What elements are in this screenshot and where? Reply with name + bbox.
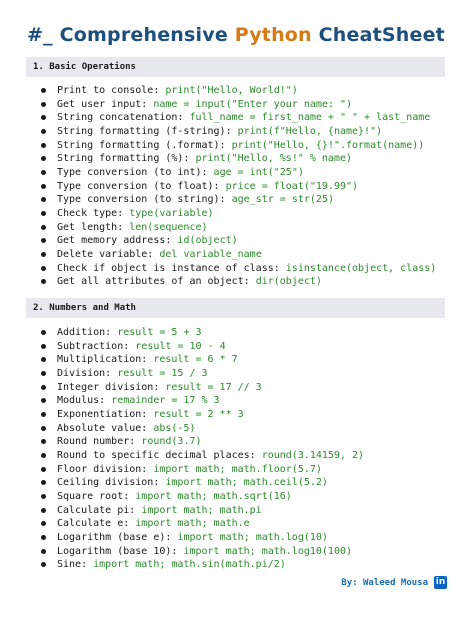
- item-label: Get memory address:: [57, 235, 178, 247]
- list-item: [41, 125, 436, 139]
- bullet-icon: [41, 225, 46, 230]
- item-code: result = 15 / 3: [117, 367, 208, 379]
- item-label: Check type:: [57, 207, 130, 219]
- list-item: [41, 490, 364, 504]
- bullet-icon: [41, 494, 46, 499]
- title-prefix: #_ Comprehensive: [27, 24, 235, 46]
- item-code: full_name = first_name + " " + last_name: [189, 112, 431, 124]
- bullet-icon: [41, 156, 46, 161]
- list-item: [41, 422, 364, 436]
- item-label: Round to specific decimal places:: [57, 449, 262, 461]
- bullet-icon: [41, 211, 46, 216]
- list-item: [41, 449, 364, 463]
- item-label: Division:: [57, 367, 118, 379]
- item-code: price = float("19.99"): [225, 180, 359, 192]
- item-label: Round number:: [57, 436, 142, 448]
- item-code: remainder = 17 % 3: [111, 395, 220, 407]
- bullet-icon: [41, 184, 46, 189]
- item-label: Calculate pi:: [57, 504, 142, 516]
- bullet-icon: [41, 562, 46, 567]
- item-code: import math; math.ceil(5.2): [165, 477, 328, 489]
- item-code: id(object): [177, 235, 238, 247]
- list-item: [41, 435, 364, 449]
- bullet-icon: [41, 197, 46, 202]
- item-code: import math; math.sqrt(16): [135, 490, 292, 502]
- item-code: dir(object): [255, 276, 322, 288]
- linkedin-icon[interactable]: in: [435, 577, 446, 587]
- item-code: result = 10 - 4: [135, 340, 226, 352]
- basic-operations-list: [41, 84, 436, 289]
- list-item: [41, 248, 436, 262]
- list-item: [41, 531, 364, 545]
- list-item: [41, 234, 436, 248]
- list-item: [41, 221, 436, 235]
- list-item: [41, 504, 364, 518]
- bullet-icon: [41, 102, 46, 107]
- bullet-icon: [41, 252, 46, 257]
- item-label: Floor division:: [57, 463, 154, 475]
- list-item: [41, 139, 436, 153]
- item-code: result = 6 * 7: [153, 354, 238, 366]
- item-code: import math; math.e: [135, 518, 250, 530]
- bullet-icon: [41, 357, 46, 362]
- item-label: Ceiling division:: [57, 477, 166, 489]
- bullet-icon: [41, 508, 46, 513]
- item-code: isinstance(object, class): [285, 262, 437, 274]
- bullet-icon: [41, 549, 46, 554]
- title-accent: Python: [234, 24, 312, 46]
- list-item: [41, 326, 364, 340]
- list-item: [41, 394, 364, 408]
- item-label: String concatenation:: [57, 112, 190, 124]
- bullet-icon: [41, 330, 46, 335]
- footer: [341, 576, 447, 589]
- item-code: type(variable): [129, 207, 214, 219]
- item-label: String formatting (%):: [57, 153, 196, 165]
- list-item: [41, 558, 364, 572]
- item-label: Type conversion (to float):: [57, 180, 226, 192]
- bullet-icon: [41, 344, 46, 349]
- item-code: age_str = str(25): [231, 194, 334, 206]
- list-item: [41, 166, 436, 180]
- item-label: Get length:: [57, 221, 130, 233]
- bullet-icon: [41, 143, 46, 148]
- item-code: print("Hello, %s!" % name): [195, 153, 353, 165]
- item-label: Modulus:: [57, 395, 112, 407]
- list-item: [41, 207, 436, 221]
- bullet-icon: [41, 480, 46, 485]
- list-item: [41, 152, 436, 166]
- item-code: print(f"Hello, {name}!"): [237, 125, 383, 137]
- item-label: Type conversion (to int):: [57, 166, 214, 178]
- bullet-icon: [41, 115, 46, 120]
- list-item: [41, 111, 436, 125]
- item-code: import math; math.sin(math.pi/2): [93, 559, 286, 571]
- title-suffix: CheatSheet: [311, 24, 445, 46]
- bullet-icon: [41, 398, 46, 403]
- item-code: import math; math.log(10): [177, 531, 328, 543]
- section-header-basic-operations: 1. Basic Operations: [26, 57, 445, 77]
- list-item: [41, 84, 436, 98]
- item-code: print("Hello, World!"): [165, 85, 298, 96]
- item-code: round(3.14159, 2): [261, 449, 365, 461]
- bullet-icon: [41, 88, 46, 93]
- bullet-icon: [41, 426, 46, 431]
- item-label: String formatting (f-string):: [57, 125, 238, 137]
- item-code: del variable_name: [159, 248, 262, 260]
- item-code: import math; math.log10(100): [183, 545, 353, 557]
- bullet-icon: [41, 439, 46, 444]
- bullet-icon: [41, 238, 46, 243]
- bullet-icon: [41, 535, 46, 540]
- list-item: [41, 545, 364, 559]
- item-label: Exponentiation:: [57, 408, 154, 420]
- list-item: [41, 193, 436, 207]
- bullet-icon: [41, 385, 46, 390]
- item-label: Delete variable:: [57, 248, 160, 260]
- item-label: Logarithm (base e):: [57, 531, 178, 543]
- bullet-icon: [41, 453, 46, 458]
- bullet-icon: [41, 266, 46, 271]
- list-item: [41, 262, 436, 276]
- item-label: Square root:: [57, 490, 136, 502]
- item-label: Logarithm (base 10):: [57, 545, 184, 557]
- item-label: Integer division:: [57, 381, 166, 393]
- item-label: Calculate e:: [57, 518, 136, 530]
- item-code: result = 2 ** 3: [153, 408, 244, 420]
- list-item: [41, 476, 364, 490]
- bullet-icon: [41, 371, 46, 376]
- item-label: Type conversion (to string):: [57, 194, 232, 206]
- author-credit: By: Waleed Mousa: [341, 577, 428, 588]
- list-item: [41, 275, 436, 289]
- bullet-icon: [41, 412, 46, 417]
- item-label: Get all attributes of an object:: [57, 276, 256, 288]
- item-label: String formatting (.format):: [57, 139, 232, 151]
- list-item: [41, 180, 436, 194]
- bullet-icon: [41, 467, 46, 472]
- list-item: [41, 517, 364, 531]
- item-code: result = 5 + 3: [117, 327, 202, 338]
- item-label: Check if object is instance of class:: [57, 262, 286, 274]
- bullet-icon: [41, 129, 46, 134]
- item-code: print("Hello, {}!".format(name)): [231, 139, 425, 151]
- item-label: Multiplication:: [57, 354, 154, 366]
- list-item: [41, 367, 364, 381]
- page-title: [27, 24, 445, 46]
- list-item: [41, 353, 364, 367]
- item-code: age = int("25"): [213, 166, 304, 178]
- list-item: [41, 408, 364, 422]
- item-code: name = input("Enter your name: "): [153, 98, 353, 110]
- item-code: round(3.7): [141, 436, 202, 448]
- item-label: Print to console:: [57, 85, 166, 96]
- item-label: Absolute value:: [57, 422, 154, 434]
- item-code: abs(-5): [153, 422, 196, 434]
- item-label: Get user input:: [57, 98, 154, 110]
- item-code: import math; math.floor(5.7): [153, 463, 322, 475]
- list-item: [41, 381, 364, 395]
- item-label: Subtraction:: [57, 340, 136, 352]
- item-code: len(sequence): [129, 221, 208, 233]
- item-label: Addition:: [57, 327, 118, 338]
- item-label: Sine:: [57, 559, 94, 571]
- bullet-icon: [41, 170, 46, 175]
- bullet-icon: [41, 279, 46, 284]
- list-item: [41, 98, 436, 112]
- item-code: result = 17 // 3: [165, 381, 262, 393]
- item-code: import math; math.pi: [141, 504, 262, 516]
- list-item: [41, 463, 364, 477]
- bullet-icon: [41, 521, 46, 526]
- numbers-math-list: [41, 326, 364, 572]
- section-header-numbers-math: 2. Numbers and Math: [26, 298, 445, 318]
- list-item: [41, 340, 364, 354]
